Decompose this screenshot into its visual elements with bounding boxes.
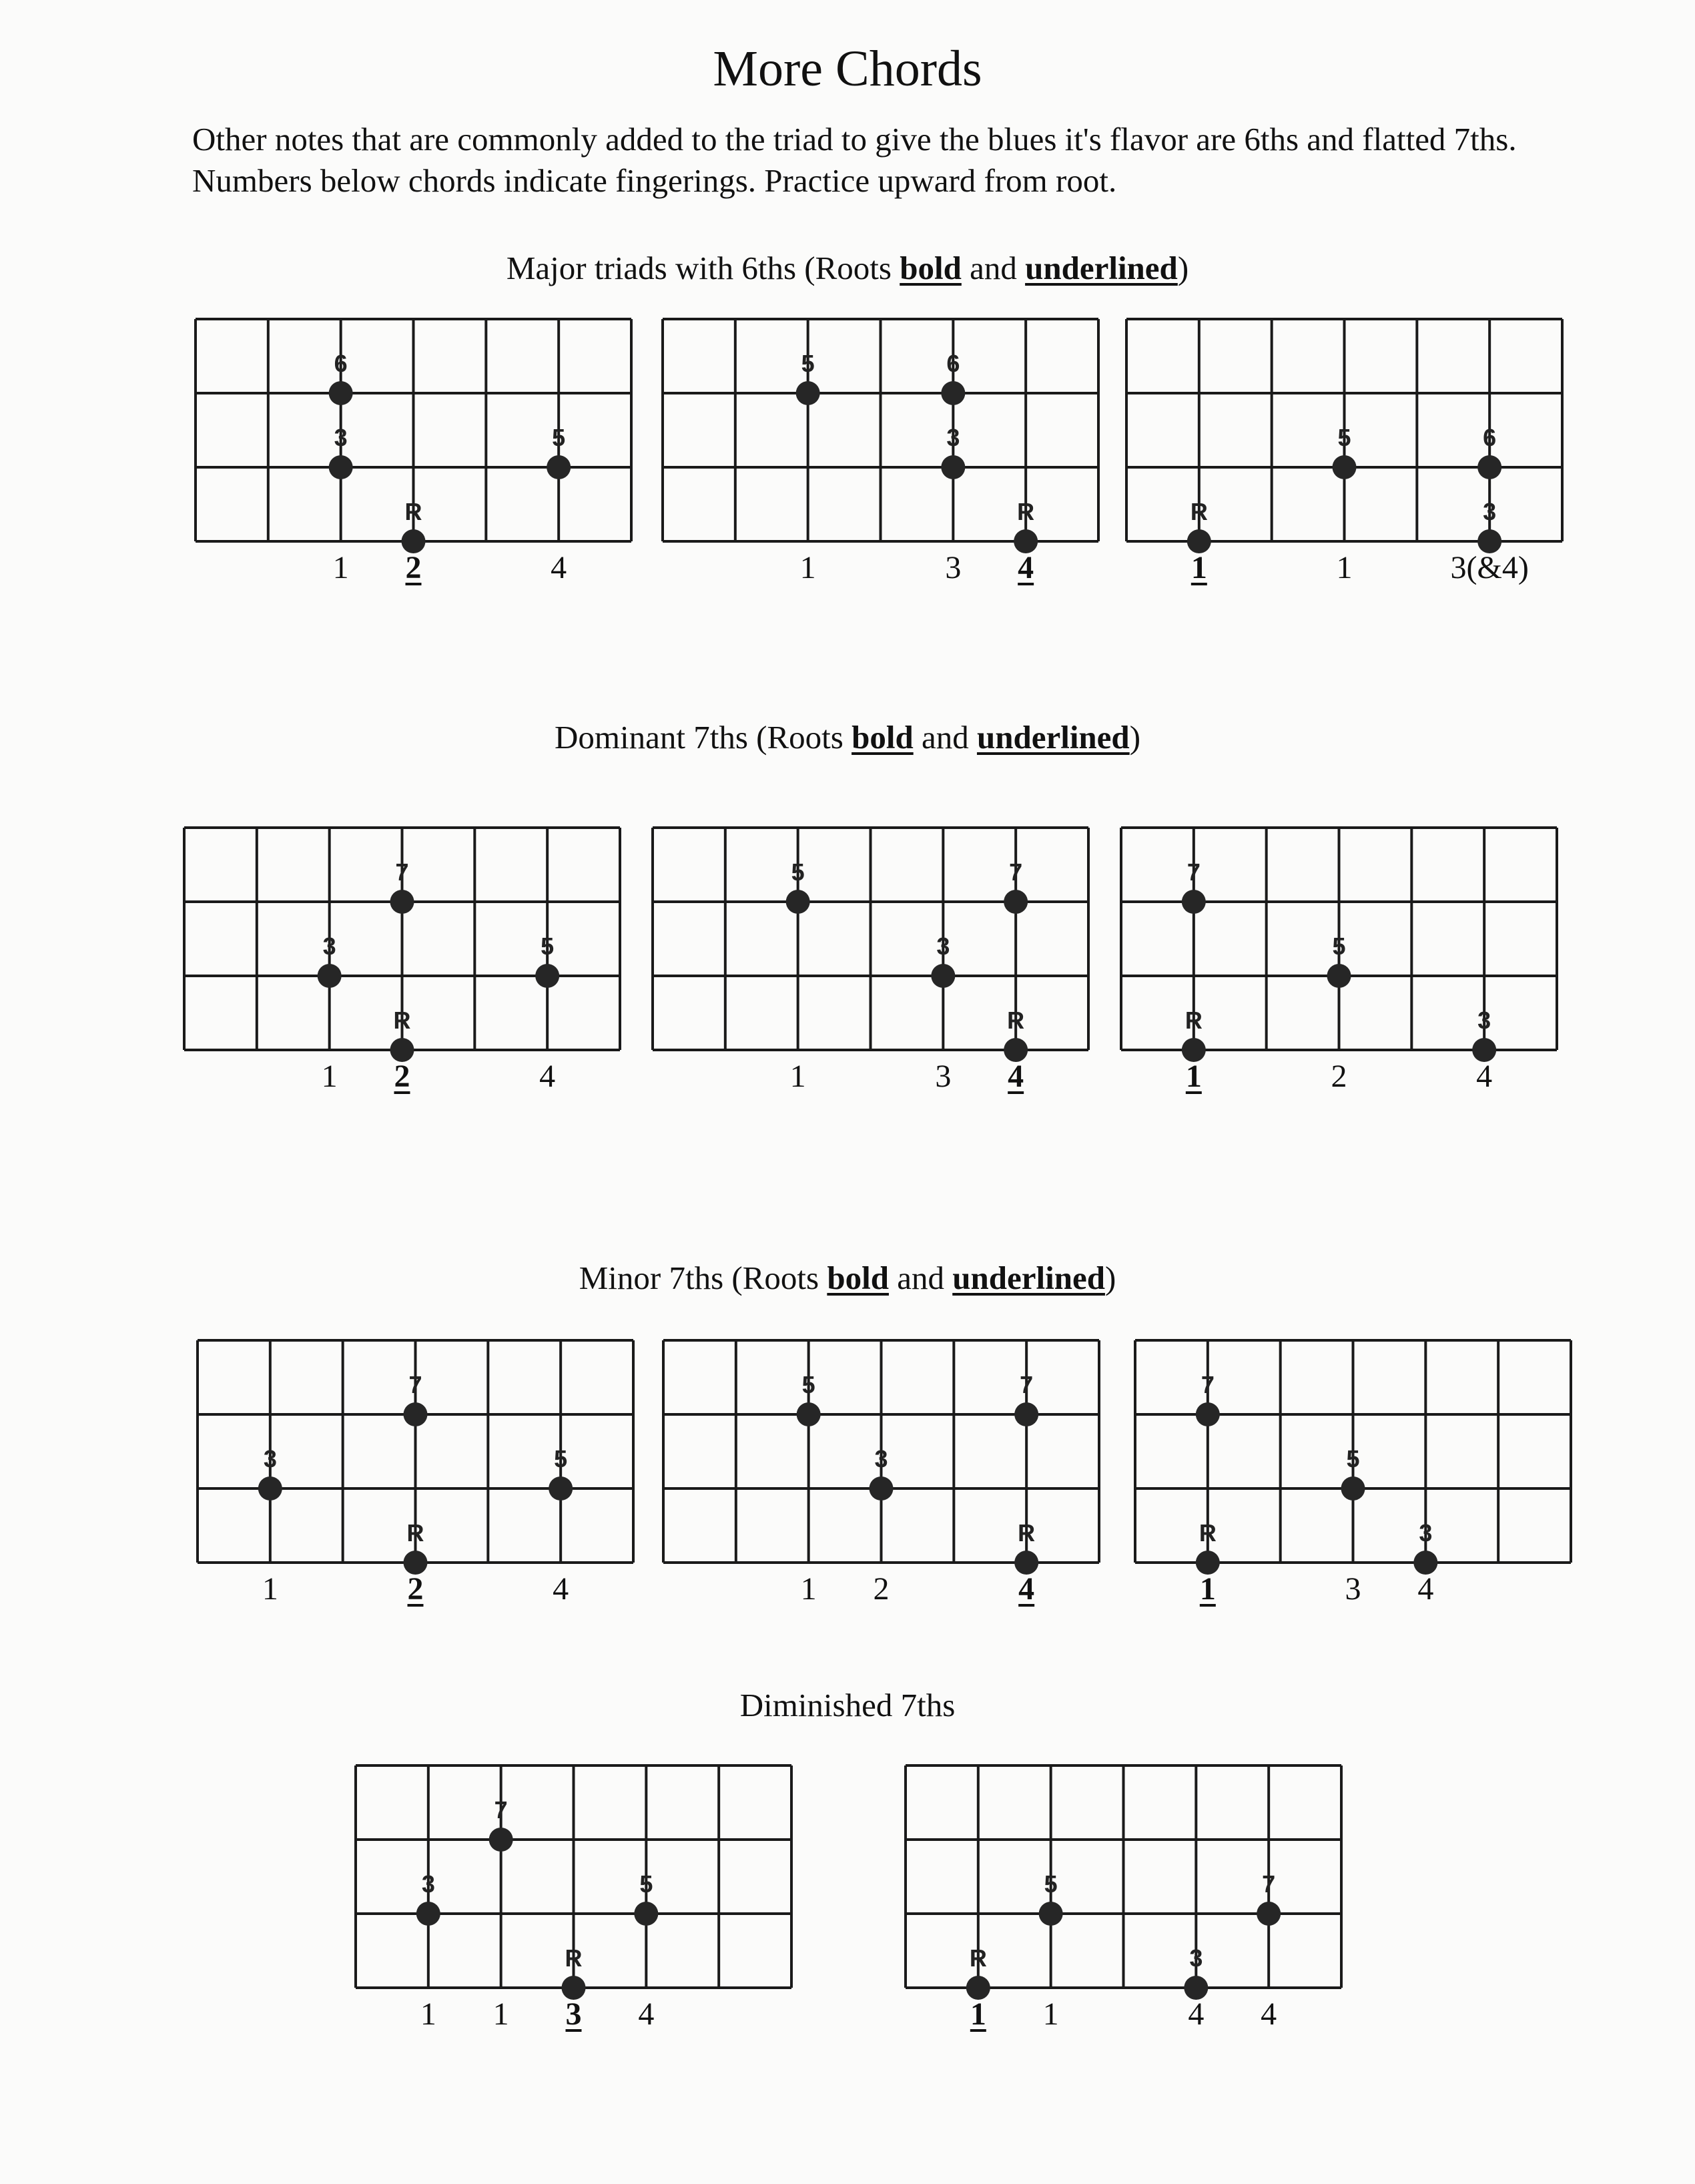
note-label: 3 xyxy=(1419,1519,1433,1547)
fretboard-grid xyxy=(184,828,620,1070)
heading-text: ) xyxy=(1104,1260,1116,1296)
note-label: 5 xyxy=(801,1371,815,1398)
section-heading xyxy=(0,1685,1695,1725)
note-dot xyxy=(547,455,571,479)
chord-diagram xyxy=(184,828,620,1103)
fingering: 4 xyxy=(1417,1571,1434,1607)
note-label: 3 xyxy=(1483,498,1497,525)
root-fingering: 1 xyxy=(1191,550,1207,585)
note-dot xyxy=(941,381,965,405)
heading-text: and xyxy=(961,250,1026,286)
note-dot xyxy=(549,1476,573,1500)
note-dot xyxy=(1333,455,1357,479)
note-dot xyxy=(329,381,353,405)
note-dot xyxy=(797,1402,821,1426)
chord-diagram xyxy=(1126,319,1562,595)
fingering: 4 xyxy=(539,1059,556,1094)
fingering: 3 xyxy=(1345,1571,1361,1607)
note-dot xyxy=(318,964,342,988)
heading-text: and xyxy=(888,1260,953,1296)
note-label: 7 xyxy=(395,858,409,886)
chord-diagram xyxy=(1121,828,1557,1103)
chord-diagram xyxy=(663,319,1098,595)
note-label: 7 xyxy=(1020,1371,1034,1398)
heading-text: Major triads with 6ths (Roots xyxy=(506,250,900,286)
note-label: 5 xyxy=(1337,424,1351,451)
heading-underlined-word: underlined xyxy=(976,719,1130,756)
heading-text: and xyxy=(913,719,977,756)
note-label: 6 xyxy=(334,350,348,377)
fingering: 2 xyxy=(873,1571,890,1607)
heading-text: ) xyxy=(1129,719,1141,756)
chord-diagram xyxy=(196,319,631,595)
note-label: R xyxy=(1018,1519,1036,1547)
fingering: 4 xyxy=(1188,1996,1205,2032)
fretboard-grid xyxy=(1135,1340,1571,1583)
note-dot xyxy=(535,964,559,988)
note-dot xyxy=(931,964,955,988)
fingering: 1 xyxy=(420,1996,436,2032)
note-dot xyxy=(1196,1402,1220,1426)
note-dot xyxy=(1014,1402,1038,1426)
fingering: 4 xyxy=(638,1996,655,2032)
intro-line-2: Numbers below chords indicate fingerings. Practice upward from root. xyxy=(192,162,1117,199)
note-dot xyxy=(404,1402,428,1426)
heading-underlined-word: underlined xyxy=(952,1260,1105,1296)
chord-diagram xyxy=(198,1340,633,1616)
fretboard-grid xyxy=(663,1340,1099,1583)
note-label: 5 xyxy=(801,350,815,377)
note-label: 3 xyxy=(1189,1944,1203,1972)
root-fingering: 1 xyxy=(970,1996,986,2032)
note-label: 5 xyxy=(1332,932,1346,960)
chord-diagram xyxy=(663,1340,1099,1616)
fingering: 4 xyxy=(551,550,567,585)
note-label: 3 xyxy=(946,424,960,451)
root-fingering: 4 xyxy=(1018,1571,1035,1607)
fingering: 1 xyxy=(262,1571,278,1607)
note-label: 7 xyxy=(1262,1870,1276,1898)
note-dot xyxy=(416,1902,440,1926)
fingering: 4 xyxy=(1261,1996,1277,2032)
chord-diagram xyxy=(906,1765,1341,2041)
note-dot xyxy=(258,1476,282,1500)
heading-bold-word: bold xyxy=(900,250,962,286)
note-label: 3 xyxy=(263,1445,277,1472)
chord-diagram xyxy=(356,1765,791,2041)
note-label: 5 xyxy=(554,1445,568,1472)
note-dot xyxy=(870,1476,894,1500)
intro-text xyxy=(192,119,1634,202)
fretboard-grid xyxy=(663,319,1098,561)
note-dot xyxy=(1341,1476,1365,1500)
heading-text: Diminished 7ths xyxy=(739,1687,956,1723)
note-label: 7 xyxy=(408,1371,422,1398)
note-label: R xyxy=(1017,498,1035,525)
fingering: 1 xyxy=(789,1059,806,1094)
note-dot xyxy=(941,455,965,479)
note-dot xyxy=(1257,1902,1281,1926)
note-label: R xyxy=(969,1944,987,1972)
fingering: 1 xyxy=(800,1571,817,1607)
note-label: R xyxy=(1199,1519,1217,1547)
fingering: 3 xyxy=(935,1059,952,1094)
note-label: 3 xyxy=(322,932,336,960)
note-label: 3 xyxy=(936,932,950,960)
fretboard-grid xyxy=(198,1340,633,1583)
note-label: 6 xyxy=(946,350,960,377)
note-label: 5 xyxy=(1346,1445,1360,1472)
note-dot xyxy=(1004,890,1028,914)
note-label: 3 xyxy=(421,1870,435,1898)
fingering: 4 xyxy=(553,1571,569,1607)
fingering: 1 xyxy=(332,550,349,585)
note-dot xyxy=(1477,455,1501,479)
heading-text: ) xyxy=(1177,250,1189,286)
note-dot xyxy=(329,455,353,479)
note-dot xyxy=(489,1828,513,1852)
note-label: 3 xyxy=(1477,1007,1491,1034)
note-label: R xyxy=(393,1007,411,1034)
note-label: R xyxy=(1190,498,1208,525)
root-fingering: 1 xyxy=(1199,1571,1216,1607)
root-fingering: 1 xyxy=(1185,1059,1202,1094)
note-label: R xyxy=(404,498,422,525)
fingering: 3(&4) xyxy=(1450,550,1529,585)
note-label: 5 xyxy=(552,424,566,451)
root-fingering: 4 xyxy=(1008,1059,1024,1094)
note-label: 7 xyxy=(1186,858,1201,886)
note-label: 6 xyxy=(1483,424,1497,451)
note-label: 5 xyxy=(791,858,805,886)
root-fingering: 4 xyxy=(1018,550,1034,585)
root-fingering: 2 xyxy=(407,1571,424,1607)
heading-text: Minor 7ths (Roots xyxy=(579,1260,827,1296)
note-dot xyxy=(1327,964,1351,988)
heading-bold-word: bold xyxy=(827,1260,889,1296)
note-dot xyxy=(1182,890,1206,914)
note-label: 3 xyxy=(874,1445,888,1472)
note-label: 3 xyxy=(334,424,348,451)
note-dot xyxy=(786,890,810,914)
fingering: 1 xyxy=(1042,1996,1059,2032)
note-label: 5 xyxy=(1044,1870,1058,1898)
fingering: 1 xyxy=(492,1996,509,2032)
note-dot xyxy=(1039,1902,1063,1926)
fingering: 3 xyxy=(945,550,962,585)
section-heading xyxy=(0,718,1695,758)
section-heading xyxy=(0,248,1695,288)
fretboard-grid xyxy=(356,1765,791,2008)
chord-diagram xyxy=(653,828,1088,1103)
fretboard-grid xyxy=(1126,319,1562,561)
chord-diagram xyxy=(1135,1340,1571,1616)
note-label: R xyxy=(406,1519,424,1547)
fingering: 4 xyxy=(1476,1059,1493,1094)
fingering: 1 xyxy=(799,550,816,585)
fretboard-grid xyxy=(196,319,631,561)
note-label: 7 xyxy=(494,1796,508,1824)
note-label: 7 xyxy=(1009,858,1023,886)
note-dot xyxy=(634,1902,658,1926)
note-label: R xyxy=(1184,1007,1203,1034)
note-label: 7 xyxy=(1201,1371,1215,1398)
note-dot xyxy=(390,890,414,914)
fingering: 1 xyxy=(1336,550,1353,585)
heading-text: Dominant 7ths (Roots xyxy=(554,719,852,756)
intro-line-1: Other notes that are commonly added to the triad to give the blues it's flavor are 6ths and flatted 7ths. xyxy=(192,121,1517,158)
note-label: 5 xyxy=(639,1870,653,1898)
fretboard-grid xyxy=(906,1765,1341,2008)
note-label: R xyxy=(1007,1007,1025,1034)
fingering: 1 xyxy=(321,1059,338,1094)
heading-underlined-word: underlined xyxy=(1025,250,1178,286)
fretboard-grid xyxy=(1121,828,1557,1070)
note-label: R xyxy=(565,1944,583,1972)
root-fingering: 3 xyxy=(565,1996,582,2032)
note-label: 5 xyxy=(541,932,555,960)
note-dot xyxy=(796,381,820,405)
heading-bold-word: bold xyxy=(852,719,914,756)
page-title: More Chords xyxy=(713,41,982,97)
root-fingering: 2 xyxy=(405,550,422,585)
fingering: 2 xyxy=(1331,1059,1347,1094)
section-heading xyxy=(0,1258,1695,1298)
root-fingering: 2 xyxy=(394,1059,410,1094)
fretboard-grid xyxy=(653,828,1088,1070)
